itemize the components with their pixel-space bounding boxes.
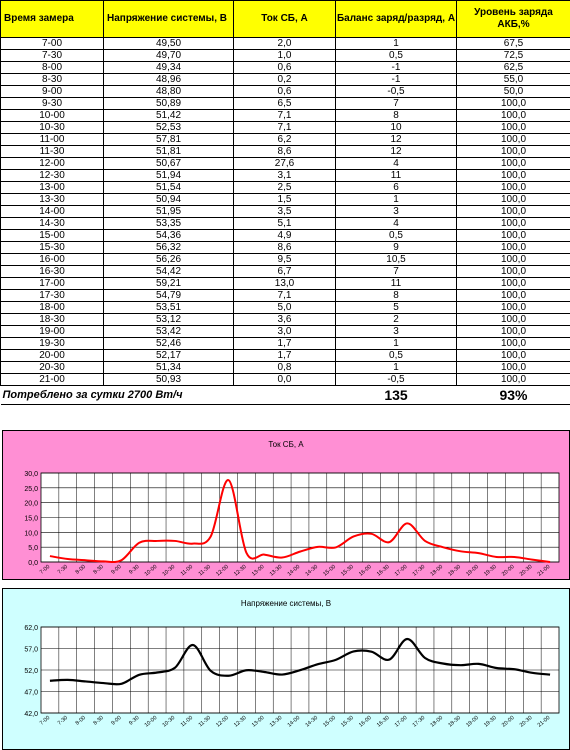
cell-voltage[interactable]: 56,32 — [104, 242, 234, 254]
cell-current[interactable]: 1,7 — [234, 338, 336, 350]
cell-level[interactable]: 62,5 — [457, 62, 570, 74]
y-tick-label: 15,0 — [24, 515, 38, 523]
x-tick-label: 19-00 — [465, 714, 480, 729]
cell-voltage[interactable]: 50,94 — [104, 194, 234, 206]
cell-time[interactable]: 20-00 — [1, 350, 104, 362]
x-tick-label: 8-30 — [92, 563, 105, 576]
cell-voltage[interactable]: 51,94 — [104, 170, 234, 182]
x-tick-label: 13-30 — [268, 714, 284, 729]
cell-voltage[interactable]: 50,67 — [104, 158, 234, 170]
cell-voltage[interactable]: 54,36 — [104, 230, 234, 242]
cell-voltage[interactable]: 57,81 — [104, 134, 234, 146]
cell-balance[interactable]: 11 — [336, 278, 457, 290]
cell-balance[interactable]: 1 — [336, 38, 457, 50]
cell-current[interactable]: 27,6 — [234, 158, 336, 170]
cell-balance[interactable]: 4 — [336, 158, 457, 170]
cell-voltage[interactable]: 48,80 — [104, 86, 234, 98]
cell-time[interactable]: 14-00 — [1, 206, 104, 218]
cell-level[interactable]: 100,0 — [457, 350, 570, 362]
y-tick-label: 0,0 — [28, 560, 38, 567]
table-row — [1, 62, 570, 74]
current-chart[interactable] — [2, 430, 570, 580]
x-tick-label: 9-30 — [128, 714, 141, 727]
table-row — [1, 50, 570, 62]
x-tick-label: 10-00 — [143, 563, 159, 578]
x-tick-label: 14-30 — [304, 563, 320, 578]
cell-voltage[interactable]: 49,50 — [104, 38, 234, 50]
table-row — [1, 86, 570, 98]
table-row — [1, 314, 570, 326]
cell-voltage[interactable]: 49,70 — [104, 50, 234, 62]
table-row — [1, 98, 570, 110]
cell-current[interactable]: 8,6 — [234, 146, 336, 158]
header-balance[interactable]: Баланс заряд/разряд, А — [336, 1, 457, 38]
cell-balance[interactable]: 0,5 — [336, 50, 457, 62]
table-row — [1, 206, 570, 218]
cell-voltage[interactable]: 53,42 — [104, 326, 234, 338]
table-row — [1, 374, 570, 386]
cell-current[interactable]: 13,0 — [234, 278, 336, 290]
cell-voltage[interactable]: 52,17 — [104, 350, 234, 362]
cell-current[interactable]: 7,1 — [234, 110, 336, 122]
y-tick-label: 62,0 — [24, 625, 38, 632]
table-row — [1, 182, 570, 194]
cell-voltage[interactable]: 52,53 — [104, 122, 234, 134]
cell-balance[interactable]: 3 — [336, 326, 457, 338]
table-row — [1, 146, 570, 158]
cell-voltage[interactable]: 59,21 — [104, 278, 234, 290]
cell-voltage[interactable]: 53,35 — [104, 218, 234, 230]
cell-time[interactable]: 13-30 — [1, 194, 104, 206]
table-row — [1, 302, 570, 314]
cell-balance[interactable]: 8 — [336, 290, 457, 302]
cell-time[interactable]: 15-30 — [1, 242, 104, 254]
y-tick-label: 5,0 — [28, 545, 38, 553]
cell-level[interactable]: 100,0 — [457, 194, 570, 206]
cell-level[interactable]: 100,0 — [457, 362, 570, 374]
y-tick-label: 47,0 — [24, 689, 38, 697]
cell-voltage[interactable]: 56,26 — [104, 254, 234, 266]
y-tick-label: 57,0 — [24, 646, 38, 654]
cell-balance[interactable]: 10,5 — [336, 254, 457, 266]
cell-level[interactable]: 100,0 — [457, 374, 570, 386]
x-tick-label: 12-00 — [215, 563, 230, 578]
cell-voltage[interactable]: 53,12 — [104, 314, 234, 326]
x-tick-label: 19-00 — [465, 563, 480, 578]
cell-time[interactable]: 7-00 — [1, 38, 104, 50]
x-tick-label: 20-30 — [518, 563, 534, 578]
cell-current[interactable]: 5,1 — [234, 218, 336, 230]
y-tick-label: 20,0 — [24, 500, 38, 508]
x-tick-label: 18-00 — [429, 563, 445, 578]
x-tick-label: 14-30 — [304, 714, 320, 729]
cell-balance[interactable]: 5 — [336, 302, 457, 314]
cell-level[interactable]: 100,0 — [457, 326, 570, 338]
cell-current[interactable]: 8,6 — [234, 242, 336, 254]
cell-balance[interactable]: -1 — [336, 74, 457, 86]
cell-time[interactable]: 17-30 — [1, 290, 104, 302]
cell-time[interactable]: 19-30 — [1, 338, 104, 350]
table-row — [1, 278, 570, 290]
x-tick-label: 20-00 — [500, 563, 516, 578]
x-tick-label: 10-00 — [143, 714, 159, 729]
cell-time[interactable]: 20-30 — [1, 362, 104, 374]
x-tick-label: 20-00 — [500, 714, 516, 729]
x-tick-label: 9-30 — [128, 563, 141, 576]
cell-current[interactable]: 5,0 — [234, 302, 336, 314]
x-tick-label: 17-30 — [411, 563, 427, 578]
cell-level[interactable]: 100,0 — [457, 278, 570, 290]
cell-balance[interactable]: 7 — [336, 266, 457, 278]
cell-balance[interactable]: 4 — [336, 218, 457, 230]
x-tick-label: 13-30 — [268, 563, 284, 578]
x-tick-label: 11-30 — [197, 714, 212, 729]
cell-level[interactable]: 72,5 — [457, 50, 570, 62]
table-row — [1, 110, 570, 122]
cell-balance[interactable]: 3 — [336, 206, 457, 218]
cell-time[interactable]: 18-30 — [1, 314, 104, 326]
table-row — [1, 122, 570, 134]
current-chart-svg — [3, 431, 569, 579]
cell-time[interactable]: 15-00 — [1, 230, 104, 242]
y-tick-label: 25,0 — [24, 485, 38, 493]
chart-title: Напряжение системы, В — [240, 599, 332, 608]
x-tick-label: 10-30 — [161, 563, 177, 578]
cell-balance[interactable]: 1 — [336, 362, 457, 374]
y-tick-label: 10,0 — [24, 530, 38, 538]
cell-voltage[interactable]: 51,42 — [104, 110, 234, 122]
x-tick-label: 20-30 — [518, 714, 534, 729]
cell-current[interactable]: 4,9 — [234, 230, 336, 242]
cell-balance[interactable]: 10 — [336, 122, 457, 134]
x-tick-label: 10-30 — [161, 714, 177, 729]
cell-level[interactable]: 67,5 — [457, 38, 570, 50]
cell-time[interactable]: 10-00 — [1, 110, 104, 122]
x-tick-label: 15-30 — [340, 714, 355, 729]
cell-level[interactable]: 100,0 — [457, 266, 570, 278]
table-row — [1, 326, 570, 338]
cell-voltage[interactable]: 53,51 — [104, 302, 234, 314]
table-row — [1, 242, 570, 254]
cell-voltage[interactable]: 50,93 — [104, 374, 234, 386]
cell-current[interactable]: 1,7 — [234, 350, 336, 362]
cell-level[interactable]: 100,0 — [457, 242, 570, 254]
x-tick-label: 11-00 — [179, 563, 195, 578]
x-tick-label: 12-30 — [233, 714, 248, 729]
x-tick-label: 17-00 — [393, 714, 409, 729]
table-row — [1, 266, 570, 278]
cell-time[interactable]: 9-00 — [1, 86, 104, 98]
x-tick-label: 7-30 — [56, 563, 70, 576]
cell-current[interactable]: 0,6 — [234, 86, 336, 98]
cell-level[interactable]: 100,0 — [457, 170, 570, 182]
table-row — [1, 362, 570, 374]
cell-balance[interactable]: 1 — [336, 194, 457, 206]
cell-current[interactable]: 0,6 — [234, 62, 336, 74]
x-tick-label: 13-00 — [250, 714, 266, 729]
cell-level[interactable]: 100,0 — [457, 98, 570, 110]
cell-current[interactable]: 3,6 — [234, 314, 336, 326]
cell-balance[interactable]: 11 — [336, 170, 457, 182]
cell-voltage[interactable]: 48,96 — [104, 74, 234, 86]
header-current[interactable]: Ток СБ, А — [234, 1, 336, 38]
table-row — [1, 74, 570, 86]
cell-current[interactable]: 1,0 — [234, 50, 336, 62]
cell-level[interactable]: 55,0 — [457, 74, 570, 86]
cell-current[interactable]: 0,2 — [234, 74, 336, 86]
cell-current[interactable]: 3,5 — [234, 206, 336, 218]
y-tick-label: 42,0 — [24, 711, 38, 718]
cell-level[interactable]: 100,0 — [457, 110, 570, 122]
x-tick-label: 21-00 — [536, 714, 552, 729]
cell-level[interactable]: 100,0 — [457, 122, 570, 134]
x-tick-label: 11-00 — [179, 714, 195, 729]
cell-current[interactable]: 6,5 — [234, 98, 336, 110]
cell-balance[interactable]: 6 — [336, 182, 457, 194]
table-row — [1, 134, 570, 146]
cell-time[interactable]: 7-30 — [1, 50, 104, 62]
cell-time[interactable]: 16-30 — [1, 266, 104, 278]
table-row — [1, 230, 570, 242]
x-tick-label: 16-30 — [375, 714, 391, 729]
x-tick-label: 16-00 — [358, 563, 373, 578]
cell-level[interactable]: 100,0 — [457, 338, 570, 350]
x-tick-label: 15-30 — [340, 563, 355, 578]
x-tick-label: 15-00 — [322, 563, 338, 578]
table-row — [1, 218, 570, 230]
cell-voltage[interactable]: 51,95 — [104, 206, 234, 218]
x-tick-label: 19-30 — [483, 714, 498, 729]
cell-voltage[interactable]: 51,81 — [104, 146, 234, 158]
cell-current[interactable]: 6,2 — [234, 134, 336, 146]
cell-time[interactable]: 16-00 — [1, 254, 104, 266]
y-tick-label: 30,0 — [24, 471, 38, 478]
cell-level[interactable]: 100,0 — [457, 302, 570, 314]
cell-voltage[interactable]: 52,46 — [104, 338, 234, 350]
x-tick-label: 12-00 — [215, 714, 230, 729]
cell-level[interactable]: 100,0 — [457, 182, 570, 194]
summary-row — [1, 386, 570, 405]
x-tick-label: 21-00 — [536, 563, 552, 578]
cell-time[interactable]: 17-00 — [1, 278, 104, 290]
cell-current[interactable]: 3,1 — [234, 170, 336, 182]
x-tick-label: 19-30 — [483, 563, 498, 578]
cell-level[interactable]: 100,0 — [457, 206, 570, 218]
x-tick-label: 7-00 — [38, 714, 52, 727]
summary-label[interactable]: Потреблено за сутки 2700 Вт/ч — [1, 386, 336, 405]
cell-level[interactable]: 100,0 — [457, 146, 570, 158]
cell-time[interactable]: 11-00 — [1, 134, 104, 146]
cell-level[interactable]: 50,0 — [457, 86, 570, 98]
cell-time[interactable]: 10-30 — [1, 122, 104, 134]
x-tick-label: 7-00 — [38, 563, 52, 576]
cell-current[interactable]: 0,0 — [234, 374, 336, 386]
cell-voltage[interactable]: 51,54 — [104, 182, 234, 194]
cell-balance[interactable]: -0,5 — [336, 86, 457, 98]
cell-voltage[interactable]: 50,89 — [104, 98, 234, 110]
cell-time[interactable]: 11-30 — [1, 146, 104, 158]
x-tick-label: 12-30 — [233, 563, 248, 578]
cell-time[interactable]: 21-00 — [1, 374, 104, 386]
x-tick-label: 9-00 — [110, 714, 123, 727]
x-tick-label: 8-30 — [92, 714, 105, 727]
cell-voltage[interactable]: 54,42 — [104, 266, 234, 278]
summary-level[interactable]: 93% — [457, 386, 570, 405]
cell-time[interactable]: 8-00 — [1, 62, 104, 74]
x-tick-label: 8-00 — [74, 563, 87, 576]
x-tick-label: 16-00 — [358, 714, 373, 729]
table-row — [1, 338, 570, 350]
cell-balance[interactable]: 7 — [336, 98, 457, 110]
cell-time[interactable]: 14-30 — [1, 218, 104, 230]
table-row — [1, 38, 570, 50]
table-row — [1, 290, 570, 302]
header-voltage[interactable]: Напряжение системы, В — [104, 1, 234, 38]
cell-time[interactable]: 19-00 — [1, 326, 104, 338]
x-tick-label: 13-00 — [250, 563, 266, 578]
cell-current[interactable]: 7,1 — [234, 290, 336, 302]
voltage-chart[interactable] — [2, 588, 570, 750]
cell-level[interactable]: 100,0 — [457, 134, 570, 146]
cell-balance[interactable]: 8 — [336, 110, 457, 122]
cell-time[interactable]: 9-30 — [1, 98, 104, 110]
cell-current[interactable]: 3,0 — [234, 326, 336, 338]
voltage-chart-svg — [3, 589, 569, 749]
header-time[interactable]: Время замера — [1, 1, 104, 38]
header-charge-level[interactable]: Уровень заряда АКБ,% — [457, 1, 570, 38]
x-tick-label: 11-30 — [197, 563, 212, 578]
table-row — [1, 170, 570, 182]
chart-title: Ток СБ, А — [268, 440, 304, 449]
x-tick-label: 7-30 — [56, 714, 70, 727]
cell-voltage[interactable]: 49,34 — [104, 62, 234, 74]
x-tick-label: 14-00 — [286, 563, 302, 578]
cell-level[interactable]: 100,0 — [457, 290, 570, 302]
cell-balance[interactable]: 0,5 — [336, 230, 457, 242]
x-tick-label: 18-00 — [429, 714, 445, 729]
y-tick-label: 52,0 — [24, 668, 38, 675]
cell-current[interactable]: 0,8 — [234, 362, 336, 374]
cell-time[interactable]: 8-30 — [1, 74, 104, 86]
x-tick-label: 17-30 — [411, 714, 427, 729]
x-tick-label: 8-00 — [74, 714, 87, 727]
cell-level[interactable]: 100,0 — [457, 254, 570, 266]
table-row — [1, 254, 570, 266]
cell-current[interactable]: 6,7 — [234, 266, 336, 278]
x-tick-label: 16-30 — [375, 563, 391, 578]
x-tick-label: 18-30 — [447, 714, 463, 729]
table-row — [1, 158, 570, 170]
cell-current[interactable]: 2,5 — [234, 182, 336, 194]
cell-current[interactable]: 2,0 — [234, 38, 336, 50]
cell-balance[interactable]: 2 — [336, 314, 457, 326]
cell-time[interactable]: 18-00 — [1, 302, 104, 314]
table-row — [1, 350, 570, 362]
x-tick-label: 9-00 — [110, 563, 123, 576]
cell-level[interactable]: 100,0 — [457, 158, 570, 170]
cell-current[interactable]: 7,1 — [234, 122, 336, 134]
cell-voltage[interactable]: 54,79 — [104, 290, 234, 302]
cell-level[interactable]: 100,0 — [457, 230, 570, 242]
cell-balance[interactable]: 12 — [336, 146, 457, 158]
header-row — [1, 1, 570, 38]
cell-balance[interactable]: 9 — [336, 242, 457, 254]
cell-voltage[interactable]: 51,34 — [104, 362, 234, 374]
cell-balance[interactable]: 0,5 — [336, 350, 457, 362]
cell-level[interactable]: 100,0 — [457, 218, 570, 230]
cell-level[interactable]: 100,0 — [457, 314, 570, 326]
x-tick-label: 15-00 — [322, 714, 338, 729]
cell-time[interactable]: 13-00 — [1, 182, 104, 194]
cell-balance[interactable]: 12 — [336, 134, 457, 146]
cell-current[interactable]: 1,5 — [234, 194, 336, 206]
cell-balance[interactable]: 1 — [336, 338, 457, 350]
cell-time[interactable]: 12-30 — [1, 170, 104, 182]
x-tick-label: 17-00 — [393, 563, 409, 578]
table-row — [1, 194, 570, 206]
cell-balance[interactable]: -0,5 — [336, 374, 457, 386]
cell-time[interactable]: 12-00 — [1, 158, 104, 170]
cell-current[interactable]: 9,5 — [234, 254, 336, 266]
cell-balance[interactable]: -1 — [336, 62, 457, 74]
x-tick-label: 14-00 — [286, 714, 302, 729]
summary-balance[interactable]: 135 — [336, 386, 457, 405]
x-tick-label: 18-30 — [447, 563, 463, 578]
